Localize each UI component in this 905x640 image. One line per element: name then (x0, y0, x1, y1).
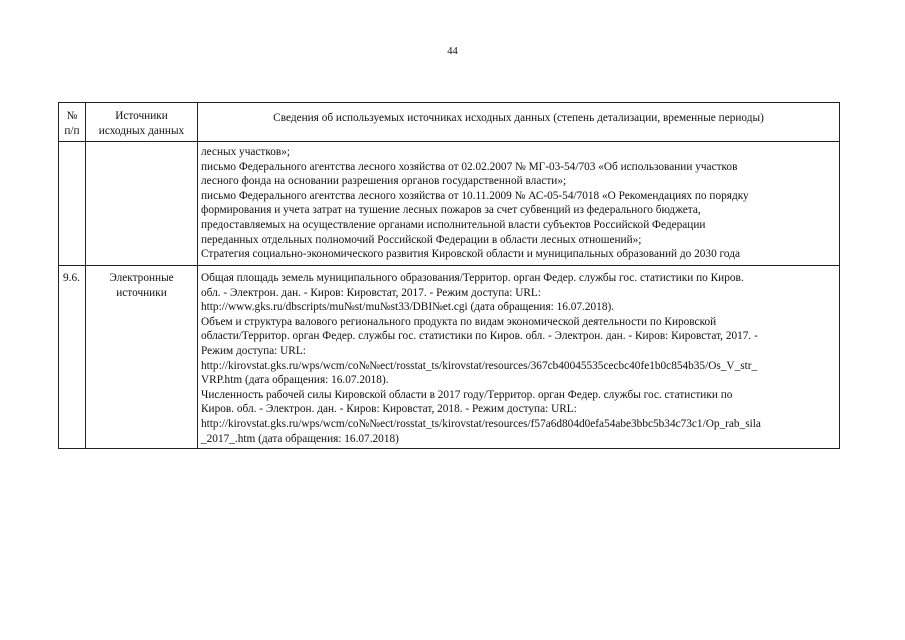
description-line: Киров. обл. - Электрон. дан. - Киров: Кировстат, 2018. - Режим доступа: URL: (201, 403, 577, 416)
header-source (86, 103, 198, 142)
table-header-row (59, 103, 840, 142)
description-line: Режим доступа: URL: (201, 344, 306, 357)
continued-line: формирования и учета затрат на тушение лесных пожаров за счет субвенций из федерального бюджета, (201, 204, 701, 217)
url-link[interactable]: http://kirovstat.gks.ru/wps/wcm/co№№ect/rosstat_ts/kirovstat/resources/367cb40045535cecbc40fe1b0c854b35/Os_V_str_ (201, 359, 758, 372)
page-number: 44 (447, 46, 458, 57)
continued-source-cell (86, 142, 198, 266)
url-link-continued[interactable]: VRP.htm (дата обращения: 16.07.2018). (201, 374, 389, 387)
continued-line: лесных участков»; (201, 146, 291, 158)
continued-number-cell (59, 142, 86, 266)
description-line: области/Территор. орган Федер. службы гос. статистики по Киров. обл. - Электрон. дан. - Киров: Кировстат, 2017. - (201, 330, 758, 343)
header-number-line2: п/п (64, 124, 80, 137)
row-source-line1: Электронные (109, 272, 174, 284)
continued-line: письмо Федерального агентства лесного хозяйства от 02.02.2007 № МГ-03-54/703 «Об использовании участков (201, 160, 738, 173)
description-line: Объем и структура валового регионального продукта по видам экономической деятельности по Кировской (201, 315, 717, 328)
row-source-cell (86, 266, 198, 449)
row-number-cell: 9.6. (59, 266, 86, 449)
header-source-line1: Источники (115, 109, 168, 122)
table-row-continued (59, 142, 840, 266)
continued-line: переданных отдельных полномочий Российской Федерации в области лесных отношений»; (201, 233, 642, 246)
header-number-line1: № (66, 109, 78, 122)
row-description-cell (198, 266, 840, 449)
description-line: Общая площадь земель муниципального образования/Территор. орган Федер. службы гос. статистики по Киров. (201, 272, 744, 284)
continued-line: лесного фонда на основании разрешения органов государственной власти»; (201, 175, 567, 188)
url-link-continued[interactable]: _2017_.htm (дата обращения: 16.07.2018) (201, 432, 399, 445)
continued-line: письмо Федерального агентства лесного хозяйства от 10.11.2009 № АС-05-54/7018 «О Рекомендациях по порядку (201, 189, 749, 202)
url-link[interactable]: http://www.gks.ru/dbscripts/mu№st/mu№st33/DBI№et.cgi (дата обращения: 16.07.2018). (201, 301, 615, 314)
table-row-9-6 (59, 266, 840, 449)
continued-description-cell (198, 142, 840, 266)
description-line: обл. - Электрон. дан. - Киров: Кировстат, 2017. - Режим доступа: URL: (201, 286, 541, 299)
url-link[interactable]: http://kirovstat.gks.ru/wps/wcm/co№№ect/rosstat_ts/kirovstat/resources/f57a6d804d0efa54abe3bbc5b34c73c1/Op_rab_sila (201, 417, 761, 430)
header-number (59, 103, 86, 142)
continued-line: Стратегия социально-экономического развития Кировской области и муниципальных образований до 2030 года (201, 248, 740, 261)
continued-line: предоставляемых на осуществление органами исполнительной власти субъектов Российской Федерации (201, 218, 706, 231)
description-line: Численность рабочей силы Кировской области в 2017 году/Территор. орган Федер. службы гос. статистики по (201, 388, 733, 401)
row-source-line2: источники (116, 286, 167, 299)
sources-table (58, 102, 840, 449)
header-description: Сведения об используемых источниках исходных данных (степень детализации, временные периоды) (198, 103, 840, 142)
header-source-line2: исходных данных (98, 124, 185, 137)
